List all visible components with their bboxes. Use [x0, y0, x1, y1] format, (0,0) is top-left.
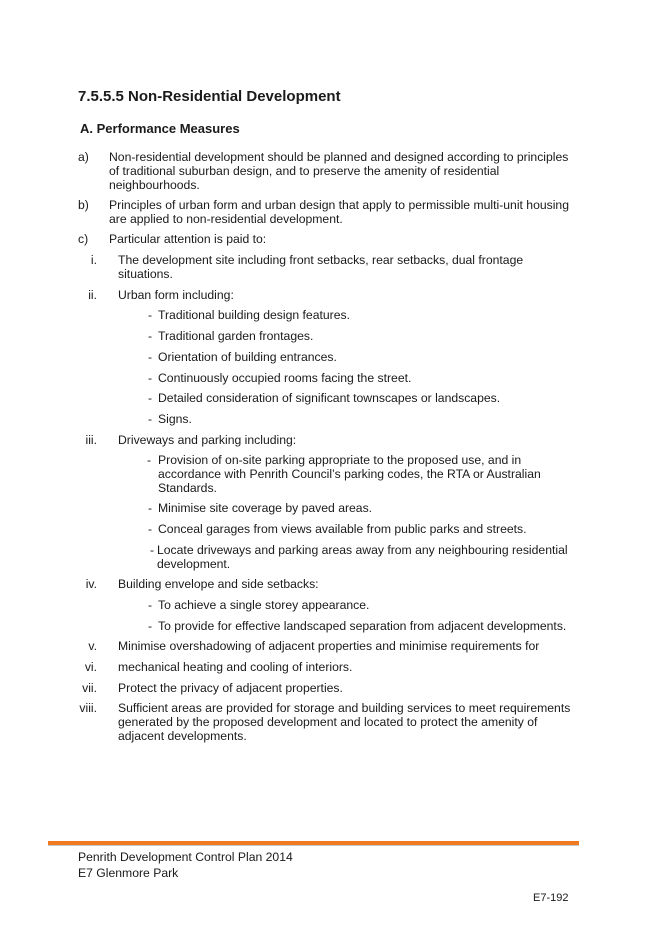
- item-iii-text: Driveways and parking including:: [118, 433, 297, 447]
- item-a-label: a): [78, 150, 89, 164]
- list-item-dash: -: [150, 543, 155, 557]
- list-item: Minimise site coverage by paved areas.: [158, 501, 373, 515]
- list-item: Continuously occupied rooms facing the street.: [158, 371, 412, 385]
- item-i-label: i.: [90, 253, 97, 267]
- item-vi-label: vi.: [84, 660, 97, 674]
- item-vii-text: Protect the privacy of adjacent properties.: [118, 681, 343, 695]
- list-item-dash: -: [148, 391, 153, 405]
- performance-measures-heading: A. Performance Measures: [80, 121, 240, 136]
- footer-section-name: E7 Glenmore Park: [78, 866, 179, 880]
- list-item-dash: -: [148, 412, 153, 426]
- item-iii-label: iii.: [85, 433, 97, 447]
- item-viii-text: Sufficient areas are provided for storage and building services to meet requirements generated by the proposed development and located to protect the amenity of adjacent developments.: [118, 701, 571, 743]
- item-a-text: Non-residential development should be planned and designed according to principles of traditional suburban design, and to preserve the amenity of residential neighbourhoods.: [109, 150, 569, 192]
- list-item-dash: -: [148, 619, 153, 633]
- list-item: Locate driveways and parking areas away from any neighbouring residential development.: [157, 543, 568, 571]
- item-c-text: Particular attention is paid to:: [109, 232, 267, 246]
- list-item: Provision of on-site parking appropriate to the proposed use, and in accordance with Penrith Council’s parking codes, the RTA or Australian Standards.: [158, 453, 541, 495]
- list-item-dash: -: [148, 501, 153, 515]
- item-v-label: v.: [88, 639, 97, 653]
- list-item-dash: -: [148, 329, 153, 343]
- item-c-label: c): [78, 232, 89, 246]
- list-item: Detailed consideration of significant townscapes or landscapes.: [158, 391, 501, 405]
- footer-document-title: Penrith Development Control Plan 2014: [78, 850, 293, 864]
- item-i-text: The development site including front setbacks, rear setbacks, dual frontage situations.: [118, 253, 524, 281]
- page-number: E7-192: [533, 892, 569, 904]
- list-item: Traditional building design features.: [158, 308, 350, 322]
- item-vi-text: mechanical heating and cooling of interiors.: [118, 660, 353, 674]
- list-item-dash: -: [147, 453, 152, 467]
- item-viii-label: viii.: [79, 701, 97, 715]
- list-item-dash: -: [148, 308, 153, 322]
- list-item-dash: -: [148, 598, 153, 612]
- item-v-text: Minimise overshadowing of adjacent properties and minimise requirements for: [118, 639, 540, 653]
- item-b-text: Principles of urban form and urban design that apply to permissible multi-unit housing are applied to non-residential development.: [109, 198, 569, 226]
- section-heading: 7.5.5.5 Non-Residential Development: [78, 88, 341, 105]
- list-item-dash: -: [148, 371, 153, 385]
- item-ii-text: Urban form including:: [118, 288, 234, 302]
- list-item: To provide for effective landscaped separation from adjacent developments.: [158, 619, 567, 633]
- list-item-dash: -: [148, 522, 153, 536]
- list-item: Traditional garden frontages.: [158, 329, 314, 343]
- list-item: Conceal garages from views available from public parks and streets.: [158, 522, 527, 536]
- list-item: Orientation of building entrances.: [158, 350, 337, 364]
- item-b-label: b): [78, 198, 89, 212]
- item-ii-label: ii.: [88, 288, 97, 302]
- item-vii-label: vii.: [82, 681, 97, 695]
- footer-rule-shadow: [48, 845, 579, 846]
- item-iv-text: Building envelope and side setbacks:: [118, 577, 319, 591]
- list-item-dash: -: [148, 350, 153, 364]
- list-item: Signs.: [158, 412, 192, 426]
- item-iv-label: iv.: [85, 577, 97, 591]
- list-item: To achieve a single storey appearance.: [158, 598, 370, 612]
